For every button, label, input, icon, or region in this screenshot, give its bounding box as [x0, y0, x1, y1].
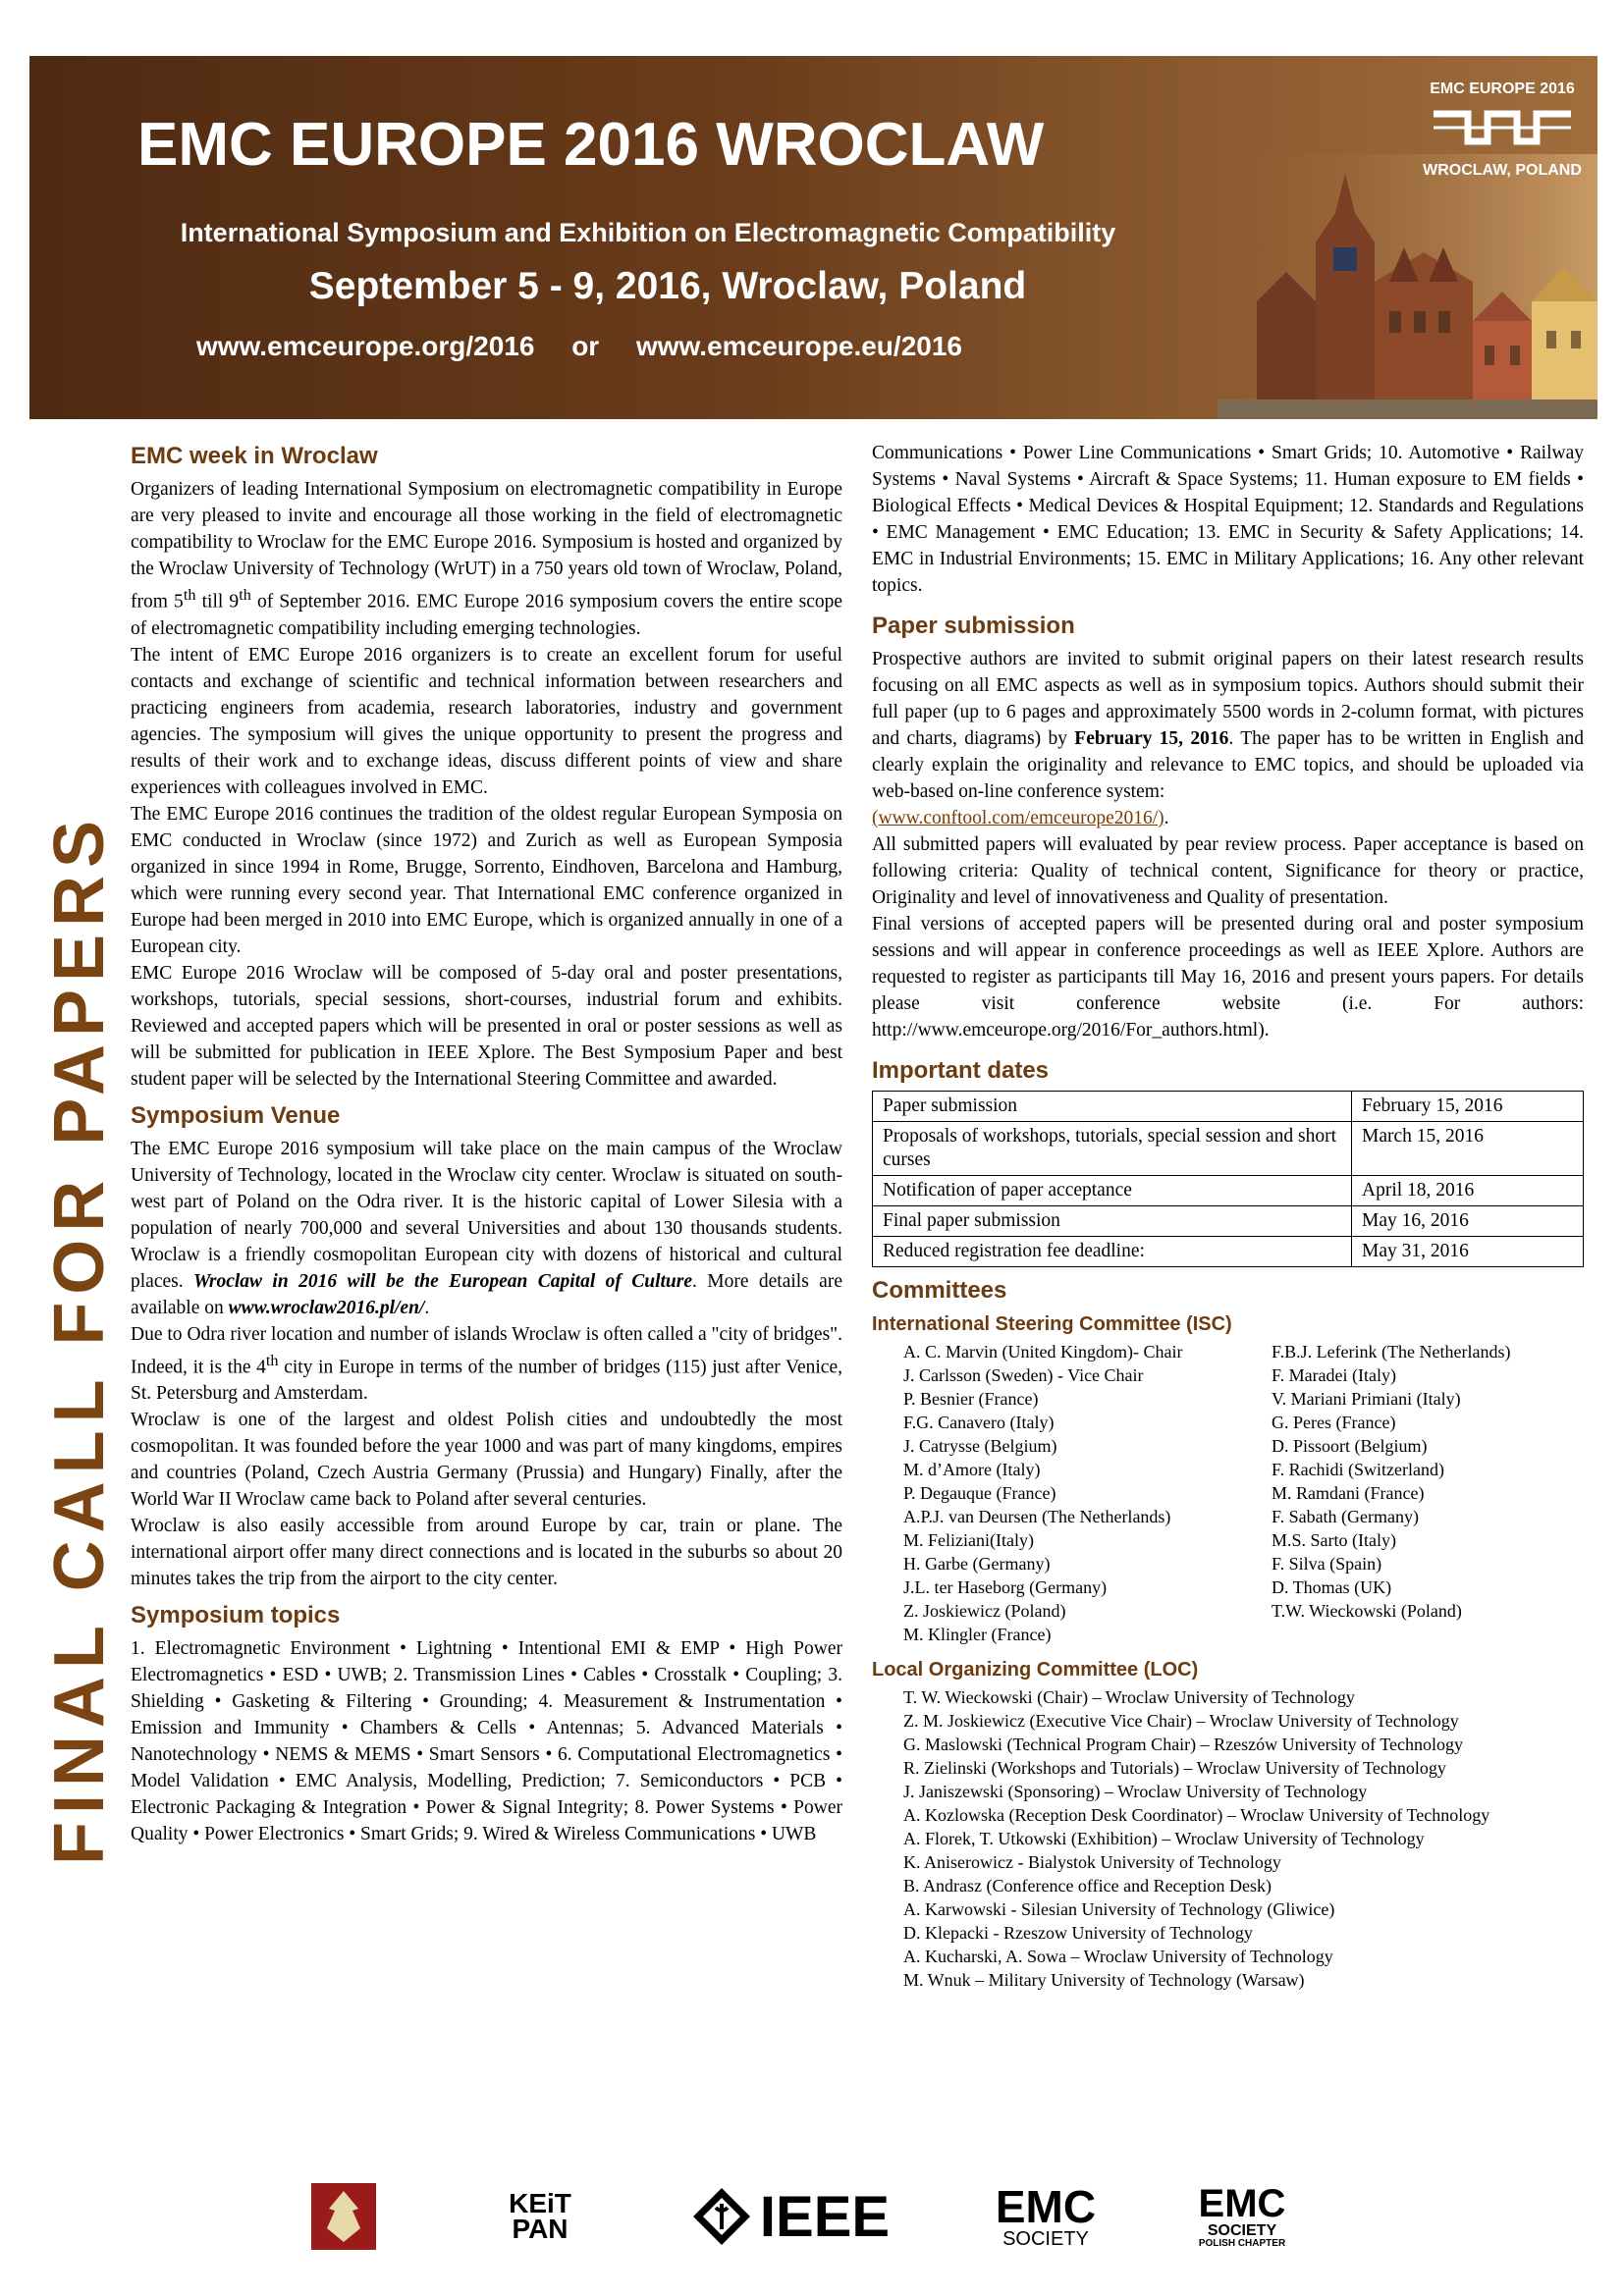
- isc-list-right: [1272, 1340, 1584, 1646]
- date-label: Reduced registration fee deadline:: [873, 1237, 1352, 1267]
- submission-paragraph-2: All submitted papers will evaluated by pear review process. Paper acceptance is based on following criteria: Quality of technical content, Significance for theory or practice, Originality and level of innovativeness and Quality of presentation.: [872, 834, 1584, 908]
- wrut-logo: [304, 2177, 383, 2256]
- website-link-eu[interactable]: www.emceurope.eu/2016: [635, 331, 962, 361]
- week-paragraph-1: Organizers of leading International Symposium on electromagnetic compatibility in Europe are very pleased to invite and encourage all those working in the field of electromagnetic compatibility to Wroclaw for the EMC Europe 2016. Symposium is hosted and organized by the Wroclaw University of Technology (WrUT) in a 750 years old town of Wroclaw, Poland, from 5th till 9th of September 2016. EMC Europe 2016 symposium covers the entire scope of electromagnetic compatibility including emerging technologies.: [131, 479, 843, 639]
- committee-member: M. Wnuk – Military University of Technology (Warsaw): [903, 1970, 1305, 1990]
- date-value: May 31, 2016: [1352, 1237, 1584, 1267]
- town-hall-image: [1218, 154, 1597, 419]
- committee-member: A. Kozlowska (Reception Desk Coordinator) – Wroclaw University of Technology: [903, 1805, 1490, 1825]
- emc-society-polish-chapter-logo: EMC SOCIETY POLISH CHAPTER: [1198, 2182, 1286, 2249]
- or-text: or: [571, 331, 600, 361]
- committee-member: A. C. Marvin (United Kingdom)- Chair: [903, 1342, 1183, 1362]
- loc-list: [872, 1685, 1584, 1992]
- wroclaw2016-link[interactable]: www.wroclaw2016.pl/en/: [228, 1297, 425, 1318]
- date-row: [873, 1206, 1584, 1237]
- event-dates: September 5 - 9, 2016, Wroclaw, Poland: [308, 265, 1027, 307]
- committee-member: G. Peres (France): [1272, 1413, 1396, 1432]
- logo-top-text: EMC EUROPE 2016: [1430, 80, 1575, 97]
- committee-member: P. Besnier (France): [903, 1389, 1039, 1409]
- committee-member: F.G. Canavero (Italy): [903, 1413, 1055, 1432]
- topics-text-continued: Communications • Power Line Communications • Smart Grids; 10. Automotive • Railway Systems • Naval Systems • Aircraft & Space Systems; 11. Human exposure to EM fields • Biological Effects • Medical Devices & Hospital Equipment; 12. Standards and Regulations • EMC Management • EMC Education; 13. EMC in Security & Safety Applications; 14. EMC in Industrial Environments; 15. EMC in Military Applications; 16. Any other relevant topics.: [872, 443, 1584, 596]
- venue-paragraph-1: The EMC Europe 2016 symposium will take place on the main campus of the Wroclaw University of Technology, located in the Wroclaw city center. Wroclaw is situated on south-west part of Poland on the Odra river. It is the historic capital of Lower Silesia with a population of nearly 700,000 and several Universities and about 130 thousands students. Wroclaw is a friendly cosmopolitan European city with dozens of historical and cultural places. Wroclaw in 2016 will be the European Capital of Culture. More details are available on www.wroclaw2016.pl/en/.: [131, 1138, 842, 1318]
- right-column: [872, 440, 1584, 1992]
- date-value: April 18, 2016: [1352, 1176, 1584, 1206]
- heading-emc-week: EMC week in Wroclaw: [131, 443, 378, 469]
- committee-member: A. Karwowski - Silesian University of Technology (Gliwice): [903, 1899, 1335, 1919]
- date-row: [873, 1176, 1584, 1206]
- date-value: March 15, 2016: [1352, 1122, 1584, 1176]
- heading-venue: Symposium Venue: [131, 1101, 341, 1129]
- heading-loc: Local Organizing Committee (LOC): [872, 1659, 1199, 1681]
- committee-member: B. Andrasz (Conference office and Reception Desk): [903, 1876, 1272, 1896]
- heading-isc: International Steering Committee (ISC): [872, 1313, 1232, 1335]
- keit-pan-logo: KEiT PAN: [509, 2188, 571, 2244]
- committee-member: J. Carlsson (Sweden) - Vice Chair: [903, 1365, 1144, 1385]
- website-link-org[interactable]: www.emceurope.org/2016: [196, 331, 535, 361]
- week-paragraph-3: The EMC Europe 2016 continues the tradition of the oldest regular European Symposia on EMC conducted in Wroclaw (since 1972) and Zurich as well as European Symposia organized in since 1994 in Rome, Brugge, Sorrento, Eindhoven, Barcelona and Hamburg, which were running every second year. That International EMC conference organized in Europe had been merged in 2010 into EMC Europe, which is organized annually in one of a European city.: [131, 803, 842, 957]
- date-value: February 15, 2016: [1352, 1092, 1584, 1122]
- heading-topics: Symposium topics: [131, 1602, 341, 1629]
- committee-member: F.B.J. Leferink (The Netherlands): [1272, 1342, 1511, 1362]
- committee-member: J. Janiszewski (Sponsoring) – Wroclaw University of Technology: [903, 1782, 1368, 1801]
- topics-text: 1. Electromagnetic Environment • Lightning • Intentional EMI & EMP • High Power Electromagnetics • ESD • UWB; 2. Transmission Lines • Cables • Crosstalk • Coupling; 3. Shielding • Gasketing & Filtering • Grounding; 4. Measurement & Instrumentation • Emission and Immunity • Chambers & Cells • Antennas; 5. Advanced Materials • Nanotechnology • NEMS & MEMS • Smart Sensors • 6. Computational Electromagnetics • Model Validation • EMC Analysis, Modelling, Prediction; 7. Semiconductors • PCB • Electronic Packaging & Integration • Power & Signal Integrity; 8. Power Systems • Power Quality • Power Electronics • Smart Grids; 9. Wired & Wireless Communications • UWB: [131, 1638, 842, 1844]
- wrut-eagle-icon: [309, 2181, 378, 2252]
- isc-list-left: [872, 1340, 1272, 1646]
- committee-member: F. Maradei (Italy): [1272, 1365, 1397, 1385]
- committee-member: M. d’Amore (Italy): [903, 1460, 1041, 1479]
- submission-paragraph-3: Final versions of accepted papers will be presented during oral and poster symposium sessions and will appear in conference proceedings as well as IEEE Xplore. Authors are requested to register as participants till May 16, 2016 and present yours papers. For details please visit conference website (i.e. For authors: http://www.emceurope.org/2016/For_authors.html).: [872, 914, 1584, 1041]
- date-row: [873, 1237, 1584, 1267]
- committee-member: M. Klingler (France): [903, 1625, 1052, 1644]
- emc-europe-logo: [1414, 80, 1591, 180]
- committee-member: F. Silva (Spain): [1272, 1554, 1382, 1574]
- committee-member: F. Rachidi (Switzerland): [1272, 1460, 1445, 1479]
- date-label: Paper submission: [873, 1092, 1352, 1122]
- venue-paragraph-2: Due to Odra river location and number of islands Wroclaw is often called a "city of bridges". Indeed, it is the 4th city in Europe in terms of the number of bridges (115) just after Venice, St. Petersburg and Amsterdam.: [131, 1323, 842, 1404]
- committee-member: D. Pissoort (Belgium): [1272, 1436, 1428, 1456]
- ieee-diamond-icon: [691, 2186, 752, 2247]
- header-banner: [29, 56, 1597, 419]
- committee-member: K. Aniserowicz - Bialystok University of Technology: [903, 1852, 1281, 1872]
- isc-list: [872, 1340, 1584, 1646]
- committee-member: T.W. Wieckowski (Poland): [1272, 1601, 1462, 1621]
- committee-member: J. Catrysse (Belgium): [903, 1436, 1057, 1456]
- logo-bottom-text: WROCLAW, POLAND: [1423, 162, 1582, 179]
- date-label: Notification of paper acceptance: [873, 1176, 1352, 1206]
- committee-member: V. Mariani Primiani (Italy): [1272, 1389, 1461, 1409]
- logo-mark-icon: [1429, 104, 1576, 151]
- committee-member: F. Sabath (Germany): [1272, 1507, 1420, 1526]
- website-links: [196, 331, 992, 362]
- committee-member: Z. Joskiewicz (Poland): [903, 1601, 1066, 1621]
- page-subtitle: International Symposium and Exhibition on Electromagnetic Compatibility: [180, 218, 1116, 247]
- committee-member: J.L. ter Haseborg (Germany): [903, 1577, 1108, 1597]
- committee-member: D. Klepacki - Rzeszow University of Technology: [903, 1923, 1253, 1943]
- committee-member: T. W. Wieckowski (Chair) – Wroclaw University of Technology: [903, 1687, 1355, 1707]
- final-call-side-title: FINAL CALL FOR PAPERS: [40, 812, 119, 1865]
- committee-member: A. Kucharski, A. Sowa – Wroclaw University of Technology: [903, 1947, 1333, 1966]
- week-paragraph-4: EMC Europe 2016 Wroclaw will be composed of 5-day oral and poster presentations, workshops, tutorials, special sessions, short-courses, industrial forum and exhibits. Reviewed and accepted papers which will be presented in oral or poster sessions as well as will be submitted for publication in IEEE Xplore. The Best Symposium Paper and best student paper will be selected by the International Steering Committee and awarded.: [131, 962, 842, 1090]
- week-paragraph-2: The intent of EMC Europe 2016 organizers is to create an excellent forum for useful contacts and exchange of scientific and technical information between researchers and practicing engineers from academia, research laboratories, industry and government agencies. The symposium will gives the unique opportunity to present the progress and results of their work and to exchange ideas, discuss different points of view and share experiences with colleagues involved in EMC.: [131, 644, 842, 798]
- date-row: [873, 1092, 1584, 1122]
- committee-member: M. Feliziani(Italy): [903, 1530, 1034, 1550]
- committee-member: H. Garbe (Germany): [903, 1554, 1051, 1574]
- heading-important-dates: Important dates: [872, 1057, 1050, 1084]
- date-row: [873, 1122, 1584, 1176]
- submission-paragraph-1: Prospective authors are invited to submit original papers on their latest research results focusing on all EMC aspects as well as in symposium topics. Authors should submit their full paper (up to 6 pages and approximately 5500 words in 2-column format, with pictures and charts, diagrams) by February 15, 2016. The paper has to be written in English and clearly explain the originality and relevance to EMC topics, and should be uploaded via web-based on-line conference system: (www.conftool.com/emceurope2016/).: [872, 649, 1584, 828]
- left-column: [131, 435, 842, 1847]
- committee-member: Z. M. Joskiewicz (Executive Vice Chair) – Wroclaw University of Technology: [903, 1711, 1459, 1731]
- page-title: EMC EUROPE 2016 WROCLAW: [137, 111, 1045, 179]
- committee-member: A. Florek, T. Utkowski (Exhibition) – Wroclaw University of Technology: [903, 1829, 1425, 1848]
- date-label: Proposals of workshops, tutorials, special session and short curses: [873, 1122, 1352, 1176]
- committee-member: A.P.J. van Deursen (The Netherlands): [903, 1507, 1171, 1526]
- committee-member: M.S. Sarto (Italy): [1272, 1530, 1396, 1550]
- heading-committees: Committees: [872, 1277, 1007, 1304]
- date-value: May 16, 2016: [1352, 1206, 1584, 1237]
- committee-member: D. Thomas (UK): [1272, 1577, 1392, 1597]
- heading-submission: Paper submission: [872, 613, 1075, 639]
- ieee-logo: IEEE: [677, 2177, 903, 2256]
- important-dates-table: [872, 1091, 1584, 1267]
- venue-paragraph-4: Wroclaw is also easily accessible from around Europe by car, train or plane. The international airport offer many direct connections and is located in the suburbs so about 20 minutes takes the trip from the airport to the city center.: [131, 1516, 842, 1589]
- committee-member: M. Ramdani (France): [1272, 1483, 1425, 1503]
- venue-paragraph-3: Wroclaw is one of the largest and oldest Polish cities and undoubtedly the most cosmopolitan. It was founded before the year 1000 and was part of many kingdoms, empires and countries (Poland, Czech Austria Germany (Prussia) and Hungary) Finally, after the World War II Wroclaw came back to Poland after several centuries.: [131, 1410, 842, 1510]
- emc-society-logo: EMC SOCIETY: [995, 2181, 1097, 2250]
- committee-member: P. Degauque (France): [903, 1483, 1056, 1503]
- committee-member: G. Maslowski (Technical Program Chair) – Rzeszów University of Technology: [903, 1735, 1464, 1754]
- date-label: Final paper submission: [873, 1206, 1352, 1237]
- committee-member: R. Zielinski (Workshops and Tutorials) – Wroclaw University of Technology: [903, 1758, 1446, 1778]
- conftool-link[interactable]: (www.conftool.com/emceurope2016/): [872, 808, 1164, 828]
